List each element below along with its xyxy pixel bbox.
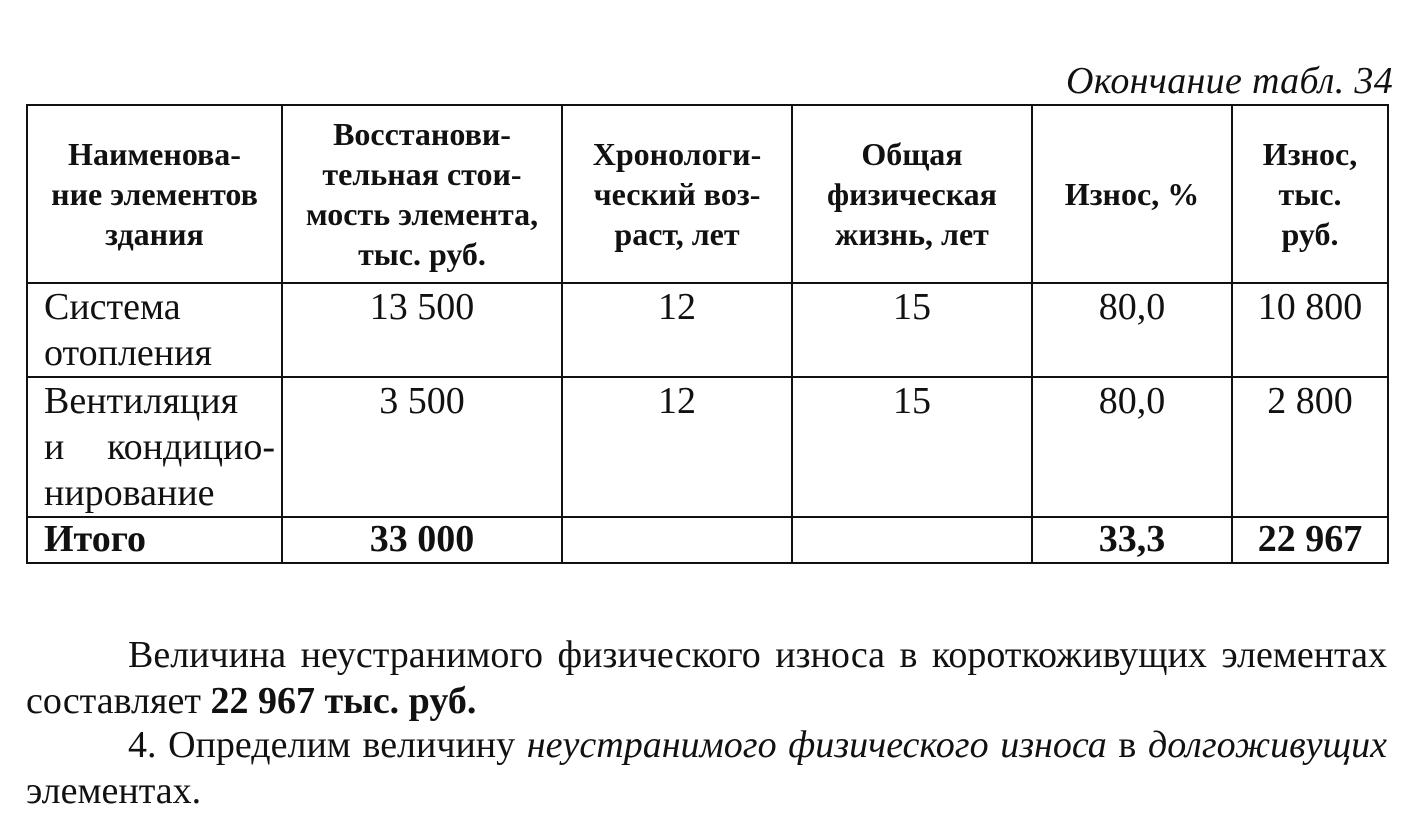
cell-wear-percent: 80,0 [1032, 283, 1232, 377]
cell-life: 15 [792, 377, 1032, 517]
cell-wear-sum: 10 800 [1232, 283, 1388, 377]
cell-total-wear-sum: 22 967 [1232, 517, 1388, 563]
table-caption: Окончание табл. 34 [1065, 60, 1393, 102]
table-row [27, 283, 1388, 377]
paragraph-bold-value: 22 967 тыс. руб. [210, 680, 477, 722]
paragraph-italic-term: долгоживущих [1148, 724, 1387, 766]
cell-age: 12 [562, 377, 792, 517]
cell-element-name: Система отопления [27, 283, 282, 377]
cell-cost: 13 500 [282, 283, 562, 377]
cell-age: 12 [562, 283, 792, 377]
cell-wear-percent: 80,0 [1032, 377, 1232, 517]
table-row [27, 377, 1388, 517]
paragraph-text: в [1106, 724, 1149, 766]
header-restoration-cost: Восстанови- тельная стои- мость элемента, тыс. руб. [282, 105, 562, 283]
cell-cost: 3 500 [282, 377, 562, 517]
wear-table [26, 104, 1389, 564]
table-total-row [27, 517, 1388, 563]
header-wear-sum: Износ, тыс. руб. [1232, 105, 1388, 283]
cell-wear-sum: 2 800 [1232, 377, 1388, 517]
paragraph-text: 4. Определим величину [128, 724, 527, 766]
table-header-row [27, 105, 1388, 283]
cell-total-age [562, 517, 792, 563]
cell-life: 15 [792, 283, 1032, 377]
header-wear-percent: Износ, % [1032, 105, 1232, 283]
cell-total-label: Итого [27, 517, 282, 563]
paragraph-step-4 [26, 722, 1387, 814]
cell-total-life [792, 517, 1032, 563]
header-physical-life: Общая физическая жизнь, лет [792, 105, 1032, 283]
paragraph-italic-term: неустранимого физического износа [526, 724, 1107, 766]
header-chronological-age: Хронологи- ческий воз- раст, лет [562, 105, 792, 283]
paragraph-text: Величина неустранимого физического износа в короткоживущих элементах составляет [26, 634, 1387, 722]
paragraph-text: элементах. [26, 770, 202, 812]
paragraph-conclusion [26, 632, 1387, 724]
cell-total-cost: 33 000 [282, 517, 562, 563]
cell-total-wear-percent: 33,3 [1032, 517, 1232, 563]
header-element-name: Наименова- ние элементов здания [27, 105, 282, 283]
cell-element-name: Вентиляция и кондицио- нирование [27, 377, 282, 517]
